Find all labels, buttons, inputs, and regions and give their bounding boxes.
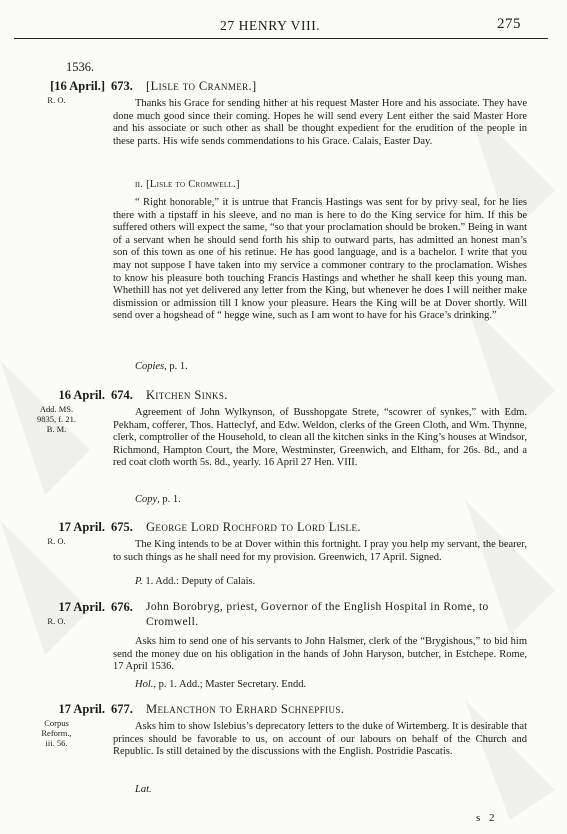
entry-footer (135, 576, 255, 587)
entry-source (8, 718, 105, 748)
entry-footer (135, 784, 152, 795)
footer-text: 1. Add.: Deputy of Calais. (142, 576, 256, 587)
footer-italic: Hol. (135, 679, 154, 690)
source-line: R. O. (47, 536, 66, 546)
entry-body-2: “ Right honorable,” it is untrue that Francis Hastings was sent for by privy seal, for he lies there with a tipstaff in his sleeve, and no man is here to do the King service for him. If this be suffered others will expect the same, “so that your proclamation should be broken.” Being in want of a servant when he should send forth his ship to outward parts, has admitted an honest man’s son of this town as one of his retinue. He has good language, and is a bachelor. I write that you may not suppose I have taken into my service a commoner contrary to the proclamation. Wishes to know his pleasure both touching Francis Hastings and whether he shall keep this young man. Whethill has not yet delivered any letter from the King, but whenever he does I will neither make dismission or admission till I know your pleasure. Hears the King will be at Dover shortly. Will send over a hogshead of “ hegge wine, such as I am wont to have for his Grace’s drinking.” (113, 197, 527, 322)
entry-heading: John Borobryg, priest, Governor of the English Hospital in Rome, to Cromwell. (146, 601, 489, 628)
entry-heading: George Lord Rochford to Lord Lisle. (146, 520, 361, 534)
entry-heading: [Lisle to Cranmer.] (146, 79, 257, 93)
entry-date: [16 April.] (50, 79, 105, 93)
entry-body: Asks him to send one of his servants to John Halsmer, clerk of the “Brygishous,” to bid him send the money due on his obligation in the hands of John Haryson, butcher, in Estchepe. Rome, 17 April 1536. (113, 636, 527, 673)
entry-source (8, 404, 105, 434)
source-line: iii. 56. (45, 738, 68, 748)
source-line: B. M. (46, 424, 67, 434)
entry-body: The King intends to be at Dover within this fortnight. I pray you help my servant, the bearer, to such things as he shall need for my provision. Greenwich, 17 April. Signed. (113, 539, 527, 563)
source-line: R. O. (47, 616, 66, 626)
source-line: 9835, f. 21. (37, 414, 76, 424)
entry-body: Asks him to show Islebius’s deprecatory letters to the duke of Wirtemberg. It is desirable that princes should be favorable to us, on account of our labours on behalf of the Church and Republic. Is still detained by the discussions with the English. Postridie Pascatis. (113, 721, 527, 758)
entry-date: 17 April. (58, 600, 105, 614)
entry-footer (135, 361, 188, 372)
entry-footer (135, 494, 181, 505)
entry-footer (135, 679, 306, 690)
entry-body: Agreement of John Wylkynson, of Busshopgate Strete, “scowrer of synkes,” with Edm. Pekham, cofferer, Thos. Hatteclyf, and Edw. Weldon, clerks of the Green Cloth, and Wm. Thynne, clerk, comptroller of the Household, to clean all the kitchen sinks in the King’s houses at Windsor, Richmond, Hampton Court, the More, Westminster, Greenwich, and Eltham, for 26s. 8d., and a red coat cloth worth 5s. 8d., yearly. 16 April 27 Hen. VIII. (113, 407, 527, 469)
entry-date: 16 April. (58, 388, 105, 402)
entry-heading: Kitchen Sinks. (146, 388, 228, 402)
entry-date: 17 April. (58, 702, 105, 716)
entry-number: 674. (111, 388, 133, 402)
footer-italic: Lat. (135, 784, 152, 795)
entry-heading: Melancthon to Erhard Schnepfius. (146, 702, 345, 716)
source-line: R. O. (47, 95, 66, 105)
entry-number: 673. (111, 79, 133, 93)
footer-text: , p. 1. (157, 494, 181, 505)
footer-italic: Copy (135, 494, 158, 505)
entry-source (8, 536, 105, 546)
header-rule (14, 38, 548, 39)
entry-number: 677. (111, 702, 133, 716)
source-line: Corpus (44, 718, 69, 728)
signature-mark: s 2 (476, 812, 498, 824)
page-number: 275 (497, 16, 521, 32)
entry-number: 675. (111, 520, 133, 534)
running-title: 27 HENRY VIII. (220, 18, 321, 33)
year-label: 1536. (66, 60, 95, 74)
entry-body: Thanks his Grace for sending hither at his request Master Hore and his associate. They have done much good since their coming. Hopes he will send every Lent either the said Master Hore and his associate or such other as shall be thought expedient for the erudition of the people in these parts. His wife sends commendations to his Grace. Calais, Easter Day. (113, 98, 527, 147)
source-line: Add. MS. (39, 404, 74, 414)
footer-text: , p. 1. (164, 361, 188, 372)
entry-date: 17 April. (58, 520, 105, 534)
entry-subheading: ii. [Lisle to Cromwell.] (135, 179, 240, 190)
entry-number: 676. (111, 600, 133, 614)
footer-italic: Copies (135, 361, 165, 372)
entry-source (8, 616, 105, 626)
footer-text: , p. 1. Add.; Master Secretary. Endd. (153, 679, 307, 690)
entry-source (8, 95, 105, 105)
footer-italic: P. (135, 576, 143, 587)
source-line: Reform., (41, 728, 72, 738)
